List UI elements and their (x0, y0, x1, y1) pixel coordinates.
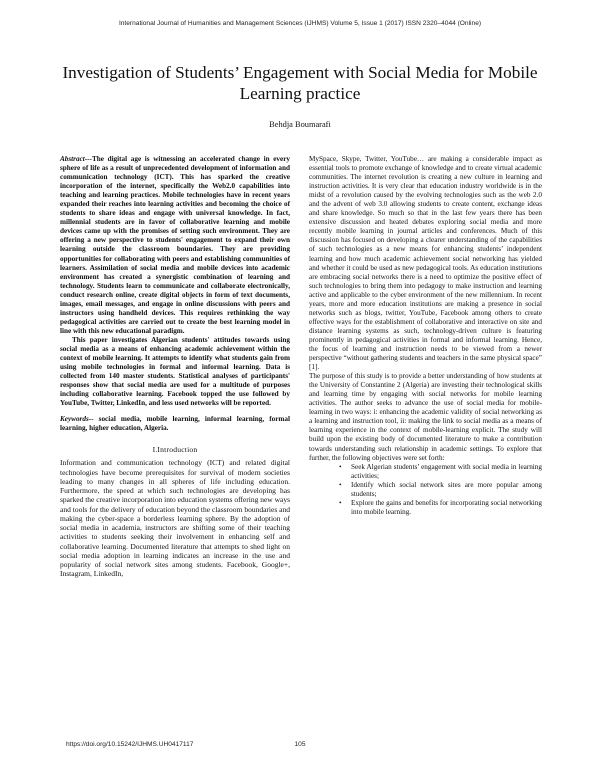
bullet-icon: • (339, 480, 342, 489)
bullet-icon: • (339, 498, 342, 507)
abstract-paragraph-2: This paper investigates Algerian students' attitudes towards using social media as a means of enhancing academic achievement within the context of mobile learning. It attempts to identify what students gain from using mobile technologies in formal and informal learning. Data is collected from 140 master students. Statistical analyses of participants' responses show that social media are used for a multitude of purposes including collaborative learning. Facebook topped the use followed by YouTube, Twitter, LinkedIn, and less used networks will be reported. (60, 335, 290, 408)
bullet-icon: • (339, 462, 342, 471)
body-paragraph: MySpace, Skype, Twitter, YouTube… are making a considerable impact as essential tools to promote exchange of knowledge and to create virtual academic communities. The internet revolution is creating a new culture in learning and instruction activities. It is very clear that education industry worldwide is in the midst of a revolution caused by the evolving technologies such as the web 2.0 and the advent of web 3.0 allowing students to create content, exchange ideas and share knowledge. So much so that in the last few years there has been extensive discussion and heated debates exploring social media and more recently mobile learning in journal articles and conferences. Much of this discussion has focused on developing a clearer understanding of the capabilities of such technologies as a new means for enhancing students’ independent learning and how much academic achievement social networking has yielded and whether it could be used as new pedagogical tools. As education institutions are embracing social networks there is a need to optimize the positive effect of such technologies to bring them into pedagogy to make instruction and learning active and applicable to the cyber environment of the new millennium. In recent years, more and more education institutions are making a presence in social networks such as blogs, twitter, YouTube, Facebook among others to create effective ways for the establishment of collaborative and interactive on site and distance learning systems as such, technology-driven culture is featuring prominently in pedagogical activities in formal and informal learning. Hence, the focus of learning and instruction needs to be viewed from a newer perspective “without gathering students and teachers in the same physical space” [1]. (309, 155, 542, 372)
right-column (309, 155, 542, 517)
list-item-text: Seek Algerian students’ engagement with social media in learning activities; (351, 462, 542, 480)
running-head: International Journal of Humanities and Management Sciences (IJHMS) Volume 5, Issue 1 (2017) ISSN 2320–4044 (Online) (118, 20, 482, 27)
author-name: Behdja Boumarafi (269, 120, 331, 129)
keywords-text: -- social media, mobile learning, informal learning, formal learning, higher education, Algeria. (60, 415, 290, 433)
abstract-text: ---The digital age is witnessing an accelerated change in every sphere of life as a result of unprecedented development of information and communication technology (ICT). This has sparked the creative incorporation of the internet, specifically the Web2.0 capabilities into teaching and learning practices. Mobile technologies have in recent years expanded their reaches into learning activities and becoming the choice of students to share ideas and engage with universal knowledge. In fact, millennial students are in favor of collaborative learning and mobile devices came up with the promises of setting such environment. They are offering a new perspective to students' engagement to expand their own learning outside the classroom boundaries. They are providing opportunities for collaborating with peers and establishing communities of learners. Assimilation of social media and mobile devices into academic environment has created a synergistic combination of learning and technology. Students learn to communicate and collaborate electronically, conduct research online, create digital objects in form of text documents, images, email messages, and engage in online discussions with peers and instructors using handheld devices. This requires rethinking the way pedagogical activities are carried out to create the best learning model in line with this new educational paradigm. (60, 155, 290, 335)
left-column (60, 155, 290, 579)
keywords-label: Keywords (60, 415, 89, 424)
abstract-paragraph (60, 155, 290, 336)
section-heading: I.Introduction (152, 445, 198, 455)
list-item-text: Explore the gains and benefits for incorporating social networking into mobile learning. (351, 498, 542, 516)
keywords (60, 415, 290, 433)
objectives-list (309, 463, 542, 517)
doi-link[interactable]: https://doi.org/10.15242/IJHMS.UH0417117 (66, 741, 194, 748)
list-item (339, 481, 542, 499)
page-number: 105 (294, 741, 306, 748)
paper-title: Investigation of Students’ Engagement with Social Media for Mobile Learning practice (62, 63, 538, 103)
purpose-paragraph: The purpose of this study is to provide a better understanding of how students at the University of Constantine 2 (Algeria) are investing their technological skills and learning time by engaging with social networks for mobile learning activities. The author seeks to advance the use of social media for mobile-learning in two ways: i: enhancing the academic validity of social networking as a learning and instruction tool, ii: making the link to social media as a means of learning experience in the context of mobile-learning explicit. The study will build upon the existing body of documented literature to make a contribution towards understanding such relationship in academic settings. To explore that further, the following objectives were set forth: (309, 372, 542, 462)
list-item (339, 463, 542, 481)
list-item-text: Identify which social network sites are more popular among students; (351, 480, 542, 498)
abstract-label: Abstract (60, 155, 85, 163)
list-item (339, 499, 542, 517)
intro-paragraph: Information and communication technology (ICT) and related digital technologies have become prerequisites for survival of modern societies leading to many changes in all spheres of life including education. Furthermore, the speed at which such technologies are developing has sparked the creative incorporation into education systems offering new ways and tools for the delivery of education beyond the classroom boundaries and making the cyber-space a borderless learning sphere. By the adoption of social media in academia, instructors are shifting some of their teaching activities to students seeking their involvement in enhancing self and collaborative learning. Documented literature that attempts to shed light on social media adoption in learning indicates an increase in the use and popularity of social network sites among students. Facebook, Google+, Instagram, LinkedIn, (60, 458, 290, 579)
